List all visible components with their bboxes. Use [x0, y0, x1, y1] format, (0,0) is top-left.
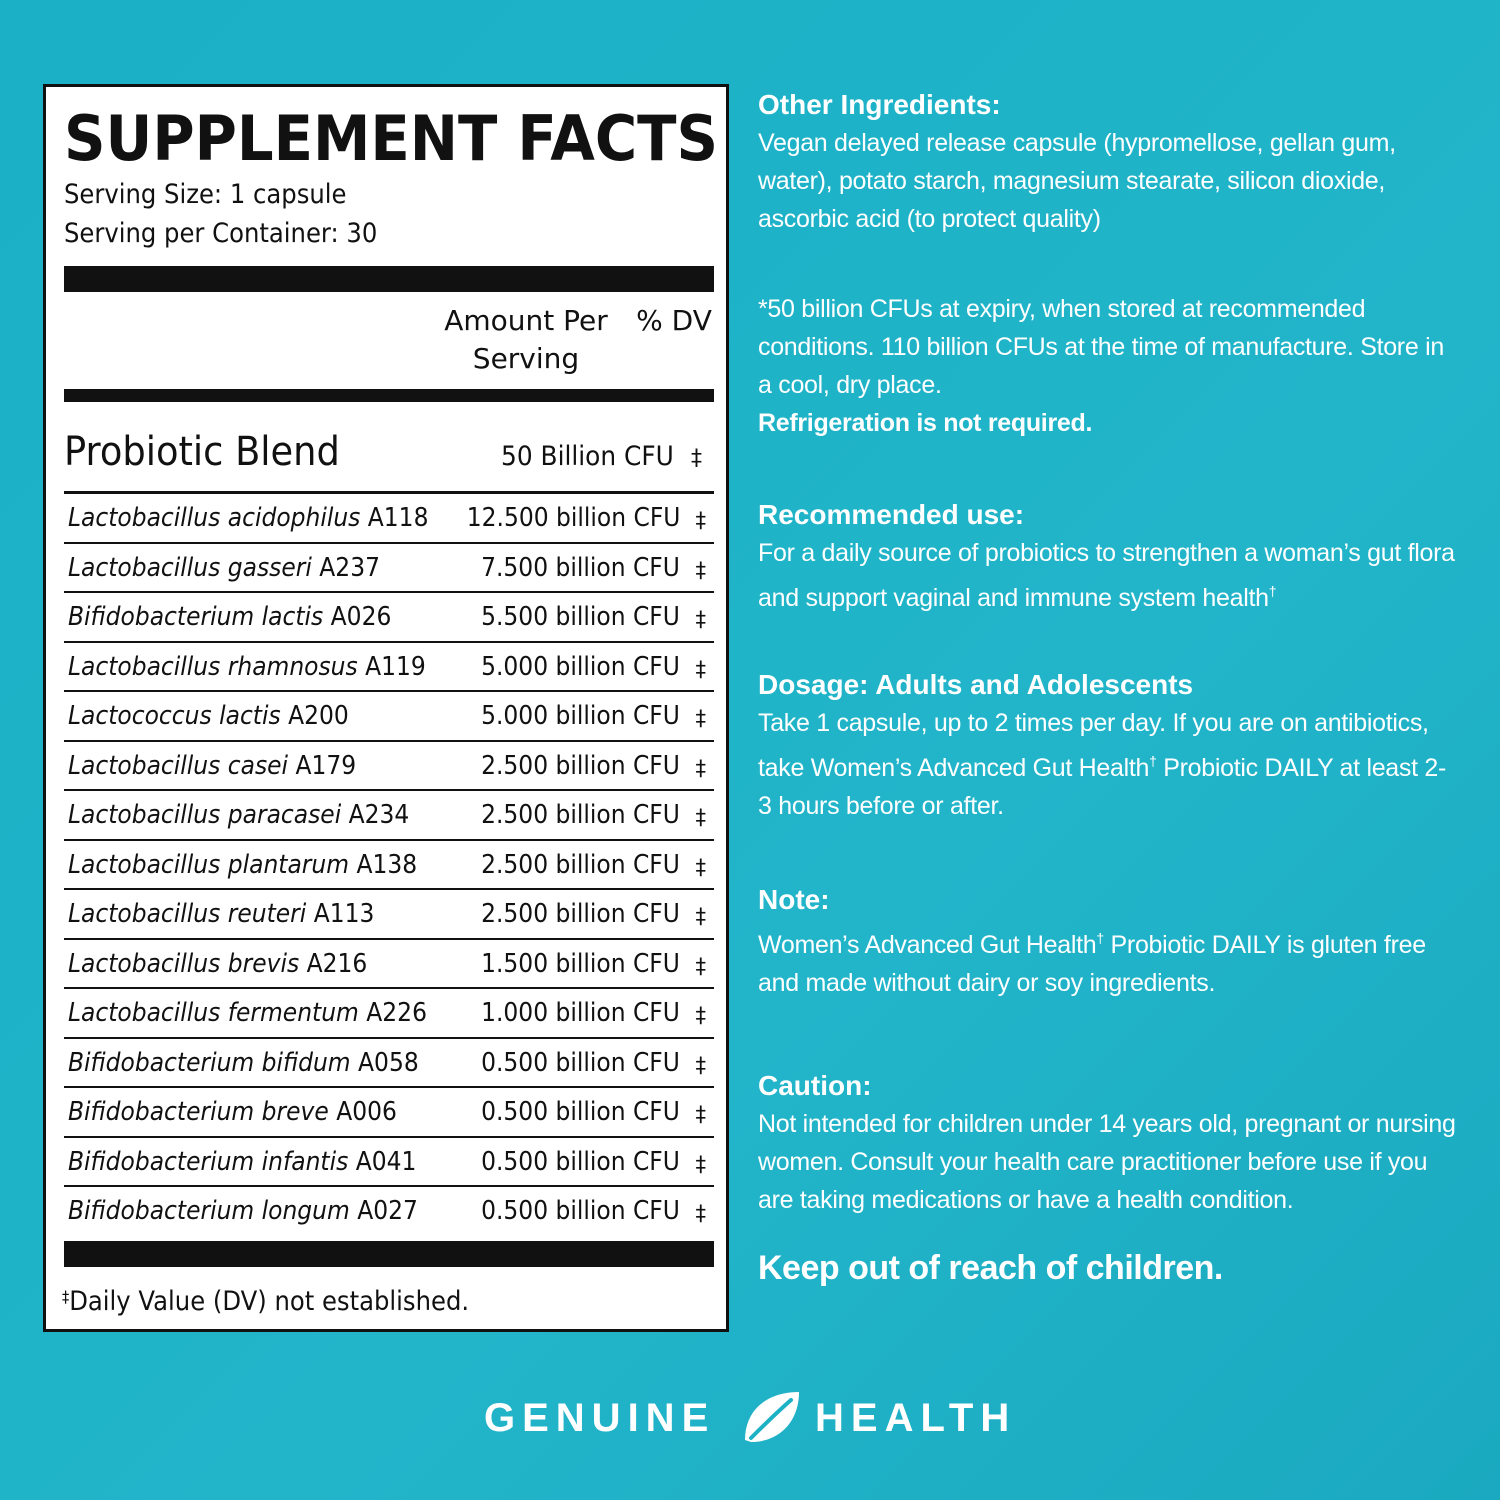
table-row	[64, 841, 714, 891]
strain-name	[68, 1046, 419, 1080]
strain-dv-mark: ‡	[695, 1102, 706, 1126]
strain-code: A226	[366, 998, 427, 1028]
strain-species: Lactobacillus rhamnosus	[68, 651, 358, 682]
strain-amount: 1.000 billion CFU	[481, 998, 680, 1028]
strain-name	[68, 1194, 418, 1228]
strain-species: Lactobacillus gasseri	[68, 552, 312, 583]
table-row	[64, 593, 714, 643]
strain-dv-mark: ‡	[695, 854, 706, 879]
amount-header-line1: Amount Per	[444, 304, 608, 337]
dagger-mark: †	[1096, 930, 1104, 946]
strain-amount: 5.000 billion CFU	[481, 701, 680, 731]
note-heading: Note:	[758, 884, 830, 915]
strain-name	[68, 1095, 397, 1129]
strain-code: A234	[348, 800, 410, 830]
strain-species: Bifidobacterium bifidum	[68, 1047, 351, 1078]
amount-per-serving-header	[426, 302, 626, 378]
table-row	[64, 1187, 714, 1235]
servings-per-container: Serving per Container: 30	[64, 218, 378, 249]
dv-header: % DV	[636, 304, 712, 337]
strain-name	[68, 996, 427, 1030]
strain-dv-mark: ‡	[695, 1151, 706, 1176]
probiotic-blend-label: Probiotic Blend	[64, 429, 340, 475]
note-text	[758, 919, 1458, 1002]
other-ingredients-heading: Other Ingredients:	[758, 89, 1001, 120]
strain-amount: 0.500 billion CFU	[481, 1047, 680, 1078]
cfu-note-text: *50 billion CFUs at expiry, when stored at recommended conditions. 110 billion CFUs at the time of manufacture. Store in a cool, dry place.	[758, 295, 1444, 399]
dagger-mark: †	[1149, 753, 1157, 769]
strain-code: A006	[336, 1097, 397, 1127]
strain-code: A237	[319, 552, 380, 583]
caution-heading: Caution:	[758, 1070, 872, 1101]
brand-word-genuine: GENUINE	[484, 1396, 716, 1440]
strain-amount: 2.500 billion CFU	[481, 800, 680, 830]
other-ingredients-section	[758, 86, 1458, 238]
table-row	[64, 692, 714, 742]
strain-code: A200	[288, 701, 349, 731]
strain-code: A138	[356, 849, 418, 880]
table-row	[64, 890, 714, 940]
thick-divider-bottom	[64, 1241, 714, 1267]
blend-dv-mark: ‡	[691, 446, 702, 471]
strain-code: A118	[367, 503, 429, 533]
recommended-use-heading: Recommended use:	[758, 499, 1025, 530]
strain-code: A041	[355, 1146, 417, 1177]
strain-name	[68, 600, 391, 634]
other-ingredients-text: Vegan delayed release capsule (hypromellose, gellan gum, water), potato starch, magnesium stearate, silicon dioxide, ascorbic acid (to protect quality)	[758, 129, 1396, 233]
strain-name	[68, 699, 349, 733]
strain-code: A179	[295, 750, 357, 781]
strain-species: Lactobacillus fermentum	[68, 998, 359, 1028]
serving-size: Serving Size: 1 capsule	[64, 179, 347, 210]
strain-name	[68, 501, 428, 535]
strain-name	[68, 551, 380, 585]
strain-dv-mark: ‡	[695, 1201, 706, 1225]
strain-species: Lactobacillus plantarum	[68, 849, 350, 880]
strain-table	[64, 491, 714, 1235]
strain-dv-mark: ‡	[695, 1003, 706, 1027]
strain-name	[68, 650, 426, 684]
table-row	[64, 989, 714, 1039]
leaf-icon	[741, 1388, 803, 1446]
table-row	[64, 940, 714, 990]
dv-footnote	[62, 1279, 469, 1320]
table-row	[64, 1088, 714, 1138]
strain-amount: 2.500 billion CFU	[481, 899, 680, 929]
strain-species: Bifidobacterium infantis	[68, 1146, 349, 1177]
strain-dv-mark: ‡	[695, 557, 706, 582]
amount-header-line2: Serving	[472, 342, 580, 375]
table-row	[64, 1138, 714, 1188]
brand-word-health: HEALTH	[815, 1396, 1017, 1440]
dosage-text	[758, 704, 1458, 825]
strain-species: Lactobacillus paracasei	[68, 800, 342, 830]
table-row	[64, 494, 714, 544]
strain-dv-mark: ‡	[695, 904, 706, 928]
dosage-text-part1: Take 1 capsule, up to 2 times per day. If you are on antibiotics, take Women’s Advanced Gut Health	[758, 709, 1429, 782]
caution-section	[758, 1067, 1458, 1219]
strain-amount: 2.500 billion CFU	[481, 849, 680, 880]
strain-amount: 1.500 billion CFU	[481, 948, 680, 979]
strain-code: A113	[313, 899, 375, 929]
probiotic-blend-amount: 50 Billion CFU	[501, 441, 674, 472]
note-text-part1: Women’s Advanced Gut Health	[758, 931, 1097, 959]
strain-code: A216	[306, 948, 368, 979]
strain-dv-mark: ‡	[695, 1052, 706, 1077]
strain-name	[68, 947, 367, 981]
strain-species: Lactobacillus reuteri	[68, 899, 307, 929]
strain-species: Lactobacillus casei	[68, 750, 289, 781]
recommended-use-section	[758, 496, 1458, 617]
strain-species: Bifidobacterium breve	[68, 1097, 329, 1127]
dagger-mark: †	[1268, 583, 1277, 599]
refrigeration-note: Refrigeration is not required.	[758, 409, 1093, 437]
dosage-section	[758, 666, 1458, 825]
strain-dv-mark: ‡	[695, 706, 706, 730]
strain-amount: 12.500 billion CFU	[466, 503, 680, 533]
strain-species: Lactococcus lactis	[68, 701, 281, 731]
supplement-facts-panel	[43, 84, 729, 1332]
strain-name	[68, 1145, 416, 1179]
strain-amount: 0.500 billion CFU	[481, 1097, 680, 1127]
thick-divider-top	[64, 266, 714, 292]
strain-amount: 2.500 billion CFU	[481, 750, 680, 781]
strain-species: Lactobacillus acidophilus	[68, 503, 361, 533]
medium-divider	[64, 389, 714, 402]
strain-code: A119	[365, 651, 426, 682]
strain-amount: 7.500 billion CFU	[481, 552, 680, 583]
dosage-text-part2: Probiotic DAILY at least 2-3 hours before or after.	[758, 754, 1447, 820]
strain-dv-mark: ‡	[695, 508, 706, 532]
strain-species: Lactobacillus brevis	[68, 948, 300, 979]
strain-name	[68, 897, 374, 931]
strain-name	[68, 798, 409, 832]
note-section	[758, 881, 1458, 1002]
strain-dv-mark: ‡	[695, 953, 706, 978]
recommended-use-body: For a daily source of probiotics to strengthen a woman’s gut flora and support vaginal and immune system health	[758, 539, 1455, 612]
note-text-part2: Probiotic DAILY is gluten free and made without dairy or soy ingredients.	[758, 931, 1426, 997]
strain-amount: 5.500 billion CFU	[481, 602, 680, 632]
facts-title: SUPPLEMENT FACTS	[64, 102, 719, 175]
caution-text: Not intended for children under 14 years old, pregnant or nursing women. Consult your health care practitioner before use if you are taking medications or have a health condition.	[758, 1110, 1456, 1214]
table-row	[64, 742, 714, 792]
table-row	[64, 1039, 714, 1089]
strain-name	[68, 749, 356, 783]
strain-amount: 0.500 billion CFU	[481, 1196, 680, 1226]
strain-dv-mark: ‡	[695, 755, 706, 780]
strain-species: Bifidobacterium longum	[68, 1196, 350, 1226]
footnote-mark: ‡	[62, 1287, 70, 1306]
recommended-use-text	[758, 534, 1458, 617]
brand-logo	[0, 1388, 1500, 1448]
table-row	[64, 643, 714, 693]
footnote-text: Daily Value (DV) not established.	[69, 1286, 470, 1317]
strain-code: A027	[357, 1196, 418, 1226]
dosage-heading: Dosage: Adults and Adolescents	[758, 669, 1194, 700]
strain-amount: 0.500 billion CFU	[481, 1146, 680, 1177]
strain-species: Bifidobacterium lactis	[68, 602, 324, 632]
strain-dv-mark: ‡	[695, 607, 706, 631]
strain-dv-mark: ‡	[695, 805, 706, 829]
strain-amount: 5.000 billion CFU	[481, 651, 680, 682]
table-row	[64, 544, 714, 594]
cfu-note-section	[758, 290, 1458, 442]
strain-code: A026	[330, 602, 392, 632]
keep-out-warning: Keep out of reach of children.	[758, 1249, 1223, 1287]
strain-code: A058	[358, 1047, 419, 1078]
strain-name	[68, 848, 417, 882]
strain-dv-mark: ‡	[695, 656, 706, 681]
table-row	[64, 791, 714, 841]
